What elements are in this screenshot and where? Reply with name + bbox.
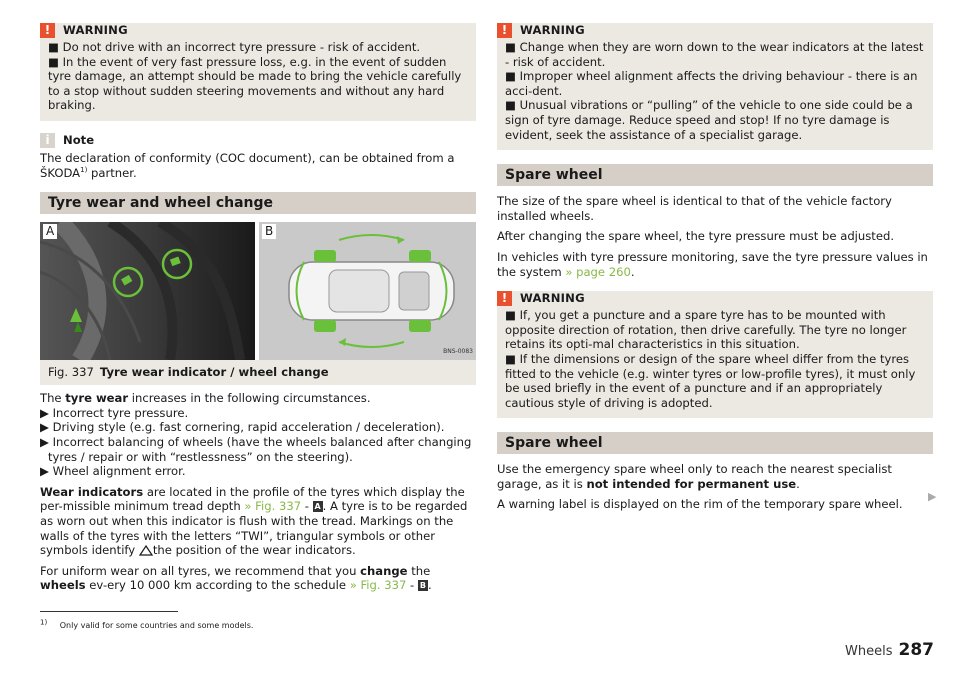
wear-indicators-bold: Wear indicators (40, 484, 144, 499)
note-text-end: partner. (87, 165, 137, 180)
warning-box-wear (497, 23, 933, 150)
footnote-divider (40, 611, 178, 612)
uniform-bold-wheels: wheels (40, 578, 86, 593)
p3-text: In vehicles with tyre pressure monitoring, save the tyre pressure values in the system (497, 249, 928, 279)
figure-b-wheel-rotation (259, 222, 476, 360)
exclamation-icon: ! (497, 291, 512, 306)
exclamation-icon: ! (497, 23, 512, 38)
separator: - (301, 499, 313, 514)
figure-label-b: B (262, 224, 276, 239)
warning-body (497, 38, 933, 142)
warning-line: ■ If the dimensions or design of the spare wheel differ from the tyres fitted to the vehicle (e.g. winter tyres or low-profile tyres), it must only be used briefly in the event of a puncture and if an appropriately cautious style of driving is adopted. (505, 351, 916, 410)
warning-title: WARNING (520, 291, 585, 306)
info-icon: i (40, 133, 55, 148)
warning-line: ■ Unusual vibrations or “pulling” of the vehicle to one side could be a sign of tyre damage. Reduce speed and stop! If no tyre damage is evident, seek the assistance of a specialist garage. (505, 98, 913, 142)
warning-line: ■ Improper wheel alignment affects the driving behaviour - there is an acci-dent. (505, 69, 918, 98)
warning-header (40, 23, 476, 38)
warning-title: WARNING (520, 23, 585, 38)
figure-link[interactable]: » Fig. 337 (244, 499, 302, 514)
section-title-tyre-wear: Tyre wear and wheel change (40, 192, 476, 214)
section-title-spare-wheel: Spare wheel (497, 164, 933, 186)
footnote-mark: 1) (40, 618, 48, 627)
spare-wheel-paragraph-2: After changing the spare wheel, the tyre pressure must be adjusted. (497, 229, 895, 244)
figure-title: Tyre wear indicator / wheel change (99, 365, 329, 380)
intro-bold: tyre wear (65, 391, 129, 406)
wear-indicators-text: are located in the profile of the tyres which display the per-missible minimum tread depth (40, 484, 465, 514)
figure-a-tyre-tread (40, 222, 255, 360)
period: . (630, 264, 635, 279)
page-link[interactable]: » page 260 (565, 264, 631, 279)
warning-box-puncture (497, 291, 933, 418)
p4-bold: not intended for permanent use (586, 476, 797, 491)
continue-arrow-icon: ▶ (928, 490, 937, 503)
note-header (40, 133, 476, 148)
warning-triangle-icon (139, 545, 153, 556)
right-column (497, 23, 933, 512)
warning-line: ■ Change when they are worn down to the wear indicators at the latest - risk of accident. (505, 40, 924, 69)
warning-header (497, 291, 933, 306)
p4-text: Use the emergency spare wheel only to reach the nearest specialist garage, as it is (497, 462, 892, 491)
left-column (40, 23, 476, 593)
note-text-main: The declaration of conformity (COC document), can be obtained from a ŠKODA (40, 150, 455, 180)
page-footer (845, 640, 934, 660)
footnote-text: Only valid for some countries and some models. (59, 621, 254, 630)
wear-indicators-text2: . A tyre is to be regarded as worn out when this indicator is flush with the tread. Markings on the walls of the tyres with the letters “TWI”, triangular symbols or other symbols identify (40, 499, 468, 558)
warning-box-tyre-pressure (40, 23, 476, 121)
page-number: 287 (898, 640, 934, 660)
car-top-view-illustration (259, 222, 476, 360)
footnote (40, 619, 253, 634)
list-item: ▶ Wheel alignment error. (40, 464, 186, 479)
period: . (796, 476, 800, 491)
warning-title: WARNING (63, 23, 128, 38)
exclamation-icon: ! (40, 23, 55, 38)
wear-indicators-text3: the position of the wear indicators. (152, 543, 356, 558)
note-text (40, 151, 476, 180)
note-title: Note (63, 133, 95, 148)
figure-part-a-icon: A (314, 502, 321, 512)
spare-wheel-paragraph-3 (497, 250, 933, 279)
uniform-text-mid: the (407, 563, 431, 578)
figure-link[interactable]: » Fig. 337 (349, 578, 407, 593)
tyre-tread-illustration (40, 222, 255, 360)
wear-indicators-paragraph (40, 485, 476, 558)
spare-wheel-paragraph-1: The size of the spare wheel is identical to that of the vehicle factory installed wheels. (497, 194, 892, 223)
intro-text: The (40, 391, 66, 406)
warning-body (497, 306, 933, 410)
spare-wheel-paragraph-5: A warning label is displayed on the rim of the temporary spare wheel. (497, 497, 903, 512)
figure-code: BNS-0083 (443, 347, 473, 355)
uniform-text-post: ev-ery 10 000 km according to the schedule (85, 578, 350, 593)
intro-paragraph (40, 391, 476, 406)
intro-text-end: increases in the following circumstances. (128, 391, 371, 406)
section-title-spare-wheel-2: Spare wheel (497, 432, 933, 454)
list-item: ▶ Incorrect balancing of wheels (have the wheels balanced after changing tyres / repair or with “restlessness” on the steering). (40, 434, 472, 464)
uniform-text: For uniform wear on all tyres, we recommend that you (40, 563, 361, 578)
spare-wheel-paragraph-4 (497, 462, 933, 491)
separator: - (406, 578, 418, 593)
warning-header (497, 23, 933, 38)
warning-line: ■ In the event of very fast pressure loss, e.g. in the event of sudden tyre damage, an attempt should be made to bring the vehicle carefully to a stop without sudden steering movements and without any hard braking. (48, 54, 462, 113)
period: . (427, 578, 432, 593)
list-item: ▶ Driving style (e.g. fast cornering, rapid acceleration / deceleration). (40, 420, 445, 435)
uniform-bold-change: change (360, 563, 408, 578)
uniform-wear-paragraph (40, 564, 476, 593)
figure-caption (40, 360, 476, 385)
figure-number: Fig. 337 (48, 365, 94, 380)
list-item: ▶ Incorrect tyre pressure. (40, 405, 189, 420)
footnote-ref[interactable]: 1) (80, 165, 88, 174)
chapter-label: Wheels (845, 644, 893, 659)
warning-line: ■ If, you get a puncture and a spare tyre has to be mounted with opposite direction of rotation, then drive carefully. The tyre no longer retains its opti-mal characteristics in this situation. (505, 308, 907, 352)
figure-part-b-icon: B (419, 581, 426, 591)
figure-337 (40, 222, 476, 360)
warning-body (40, 38, 476, 113)
warning-line: ■ Do not drive with an incorrect tyre pressure - risk of accident. (48, 40, 421, 54)
figure-label-a: A (43, 224, 57, 239)
